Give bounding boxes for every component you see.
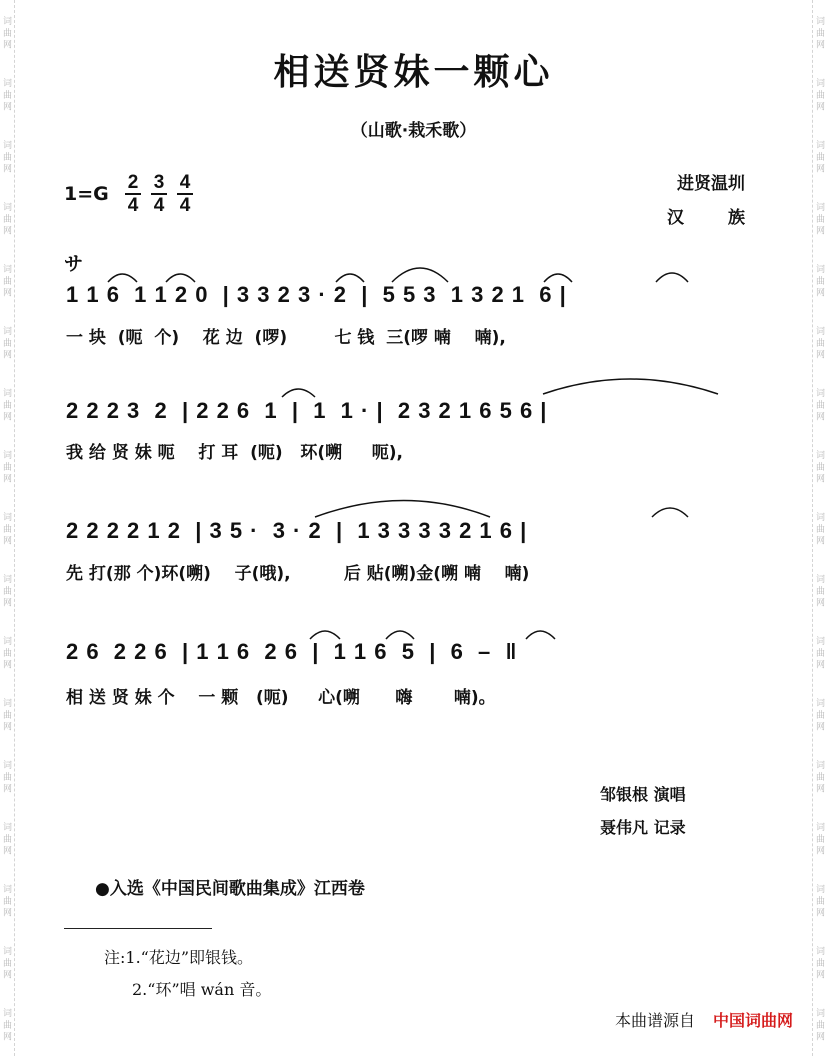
watermark-text: 词 曲 网 xyxy=(1,821,11,855)
watermark-text: 词 曲 网 xyxy=(814,77,824,111)
watermark-text: 词 曲 网 xyxy=(814,883,824,917)
key-signature: 1=G xyxy=(64,183,109,205)
watermark-text: 词 曲 网 xyxy=(1,511,11,545)
meter-4-4: 4 4 xyxy=(177,172,193,216)
watermark-text: 词 曲 网 xyxy=(814,759,824,793)
watermark-text: 词 曲 网 xyxy=(1,77,11,111)
watermark-text: 词 曲 网 xyxy=(814,201,824,235)
recorder-credit: 聂伟凡 记录 xyxy=(600,818,686,837)
watermark-text: 词 曲 网 xyxy=(814,449,824,483)
footnote-2: 2.“环”唱 wán 音。 xyxy=(132,980,272,999)
score-line-1-lyrics: 一 块 (呃 个) 花 边 (啰) 七 钱 三(啰 喃 喃), xyxy=(66,328,506,348)
source-credit xyxy=(615,1008,793,1031)
watermark-text: 词 曲 网 xyxy=(814,387,824,421)
watermark-text: 词 曲 网 xyxy=(814,945,824,979)
watermark-text: 词 曲 网 xyxy=(814,511,824,545)
watermark-text: 词 曲 网 xyxy=(1,573,11,607)
watermark-text: 词 曲 网 xyxy=(1,139,11,173)
watermark-text: 词 曲 网 xyxy=(814,821,824,855)
watermark-text: 词 曲 网 xyxy=(1,201,11,235)
watermark-text: 词 曲 网 xyxy=(814,15,824,49)
score-line-3-lyrics: 先 打(那 个)环(嗍) 子(哦), 后 贴(嗍)金(嗍 喃 喃) xyxy=(66,564,530,584)
score-line-2-lyrics: 我 给 贤 妹 呃 打 耳 (呃) 环(嗍 呃), xyxy=(66,443,403,463)
watermark-text: 词 曲 网 xyxy=(1,945,11,979)
watermark-text: 词 曲 网 xyxy=(1,635,11,669)
score-line-4-notes: 2 6 2 2 6 | 1 1 6 2 6 | 1 1 6 5 | 6 – ‖ xyxy=(66,639,518,664)
watermark-text: 词 曲 网 xyxy=(1,15,11,49)
watermark-text: 词 曲 网 xyxy=(1,759,11,793)
footnote-1: 注:1.“花边”即银钱。 xyxy=(104,948,254,967)
meter-3-4: 3 4 xyxy=(151,172,167,216)
watermark-text: 词 曲 网 xyxy=(814,263,824,297)
footnote-divider xyxy=(64,928,212,929)
watermark-text: 词 曲 网 xyxy=(814,139,824,173)
watermark-text: 词 曲 网 xyxy=(814,697,824,731)
score-line-3-notes: 2 2 2 2 1 2 | 3 5 · 3 · 2 | 1 3 3 3 3 2 1 6 | xyxy=(66,518,528,543)
watermark-text: 词 曲 网 xyxy=(1,325,11,359)
watermark-text: 词 曲 网 xyxy=(1,263,11,297)
score-line-2-notes: 2 2 2 3 2 | 2 2 6 1 | 1 1 · | 2 3 2 1 6 5 6 | xyxy=(66,398,548,423)
tempo-mark: サ xyxy=(64,253,84,275)
meter-2-4: 2 4 xyxy=(125,172,141,216)
song-ethnic-group: 汉族 xyxy=(667,208,789,228)
watermark-text: 词 曲 网 xyxy=(1,387,11,421)
watermark-text: 词 曲 网 xyxy=(1,697,11,731)
watermark-text: 词 曲 网 xyxy=(1,449,11,483)
source-site-link[interactable]: 中国词曲网 xyxy=(712,1011,793,1030)
watermark-text: 词 曲 网 xyxy=(1,1007,11,1041)
score-line-4-lyrics: 相 送 贤 妹 个 一 颗 (呃) 心(嗍 嗨 喃)。 xyxy=(66,688,496,708)
collection-source: ●入选《中国民间歌曲集成》江西卷 xyxy=(95,879,365,899)
watermark-text: 词 曲 网 xyxy=(814,573,824,607)
performer-credit: 邹银根 演唱 xyxy=(600,785,686,804)
song-title: 相送贤妹一颗心 xyxy=(273,51,554,93)
song-region: 进贤温圳 xyxy=(677,174,745,194)
watermark-text: 词 曲 网 xyxy=(814,635,824,669)
watermark-text: 词 曲 网 xyxy=(814,325,824,359)
watermark-text: 词 曲 网 xyxy=(814,1007,824,1041)
score-line-1-notes: 1 1 6 1 1 2 0 | 3 3 2 3 · 2 | 5 5 3 1 3 2 1 6 | xyxy=(66,282,567,307)
watermark-text: 词 曲 网 xyxy=(1,883,11,917)
source-credit-prefix: 本曲谱源自 xyxy=(614,1011,695,1030)
song-subtitle: （山歌·栽禾歌） xyxy=(350,121,477,141)
